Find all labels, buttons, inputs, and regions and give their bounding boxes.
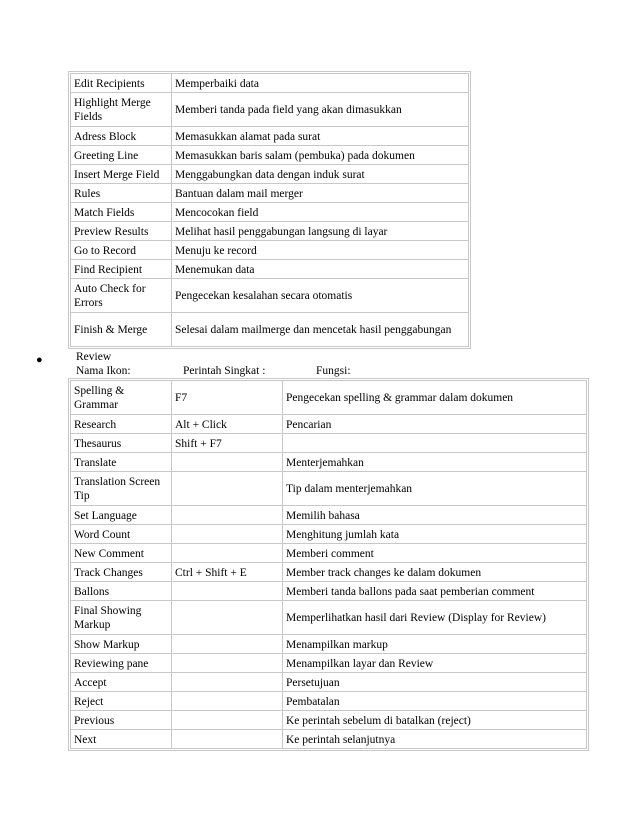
table-frame: [68, 378, 589, 751]
review-column-headers: [76, 364, 596, 378]
icon-name-cell: Previous: [71, 711, 172, 730]
function-cell: Menghitung jumlah kata: [283, 525, 587, 544]
function-cell: Memilih bahasa: [283, 506, 587, 525]
feature-description-cell: Memberi tanda pada field yang akan dimasukkan: [172, 93, 469, 127]
function-cell: Pencarian: [283, 415, 587, 434]
icon-name-cell: New Comment: [71, 544, 172, 563]
shortcut-cell: Shift + F7: [172, 434, 283, 453]
feature-name-cell: Highlight Merge Fields: [71, 93, 172, 127]
icon-name-cell: Set Language: [71, 506, 172, 525]
function-cell: Pengecekan spelling & grammar dalam dokumen: [283, 381, 587, 415]
function-cell: Menterjemahkan: [283, 453, 587, 472]
icon-name-cell: Track Changes: [71, 563, 172, 582]
feature-description-cell: Memasukkan baris salam (pembuka) pada dokumen: [172, 146, 469, 165]
feature-description-cell: Menemukan data: [172, 260, 469, 279]
feature-description-cell: Mencocokan field: [172, 203, 469, 222]
feature-name-cell: Go to Record: [71, 241, 172, 260]
function-cell: Memperlihatkan hasil dari Review (Display for Review): [283, 601, 587, 635]
icon-name-cell: Reviewing pane: [71, 654, 172, 673]
shortcut-cell: Ctrl + Shift + E: [172, 563, 283, 582]
shortcut-cell: F7: [172, 381, 283, 415]
icon-name-cell: Spelling & Grammar: [71, 381, 172, 415]
review-section-title: Review: [76, 351, 112, 363]
icon-name-cell: Accept: [71, 673, 172, 692]
header-function: Fungsi:: [316, 365, 351, 377]
feature-name-cell: Auto Check for Errors: [71, 279, 172, 313]
table-frame: [68, 71, 471, 349]
feature-description-cell: Menuju ke record: [172, 241, 469, 260]
icon-name-cell: Reject: [71, 692, 172, 711]
feature-name-cell: Find Recipient: [71, 260, 172, 279]
function-cell: Ke perintah selanjutnya: [283, 730, 587, 749]
shortcut-cell: Alt + Click: [172, 415, 283, 434]
icon-name-cell: Word Count: [71, 525, 172, 544]
feature-description-cell: Melihat hasil penggabungan langsung di layar: [172, 222, 469, 241]
icon-name-cell: Thesaurus: [71, 434, 172, 453]
icon-name-cell: Show Markup: [71, 635, 172, 654]
icon-name-cell: Research: [71, 415, 172, 434]
feature-name-cell: Insert Merge Field: [71, 165, 172, 184]
feature-description-cell: Memperbaiki data: [172, 74, 469, 93]
icon-name-cell: Ballons: [71, 582, 172, 601]
header-icon-name: Nama Ikon:: [76, 365, 131, 377]
icon-name-cell: Final Showing Markup: [71, 601, 172, 635]
function-cell: Memberi tanda ballons pada saat pemberian comment: [283, 582, 587, 601]
function-cell: Ke perintah sebelum di batalkan (reject): [283, 711, 587, 730]
feature-description-cell: Menggabungkan data dengan induk surat: [172, 165, 469, 184]
function-cell: Menampilkan markup: [283, 635, 587, 654]
function-cell: Pembatalan: [283, 692, 587, 711]
feature-name-cell: Match Fields: [71, 203, 172, 222]
feature-description-cell: Bantuan dalam mail merger: [172, 184, 469, 203]
icon-name-cell: Translate: [71, 453, 172, 472]
feature-name-cell: Preview Results: [71, 222, 172, 241]
icon-name-cell: Translation Screen Tip: [71, 472, 172, 506]
feature-name-cell: Finish & Merge: [71, 313, 172, 347]
review-bullet: ●: [36, 354, 43, 366]
header-shortcut: Perintah Singkat :: [183, 365, 266, 377]
feature-name-cell: Rules: [71, 184, 172, 203]
feature-description-cell: Memasukkan alamat pada surat: [172, 127, 469, 146]
icon-name-cell: Next: [71, 730, 172, 749]
feature-name-cell: Greeting Line: [71, 146, 172, 165]
function-cell: Persetujuan: [283, 673, 587, 692]
feature-description-cell: Selesai dalam mailmerge dan mencetak hasil penggabungan: [172, 313, 469, 347]
function-cell: Member track changes ke dalam dokumen: [283, 563, 587, 582]
feature-description-cell: Pengecekan kesalahan secara otomatis: [172, 279, 469, 313]
function-cell: Menampilkan layar dan Review: [283, 654, 587, 673]
function-cell: Memberi comment: [283, 544, 587, 563]
feature-name-cell: Adress Block: [71, 127, 172, 146]
feature-name-cell: Edit Recipients: [71, 74, 172, 93]
function-cell: Tip dalam menterjemahkan: [283, 472, 587, 506]
